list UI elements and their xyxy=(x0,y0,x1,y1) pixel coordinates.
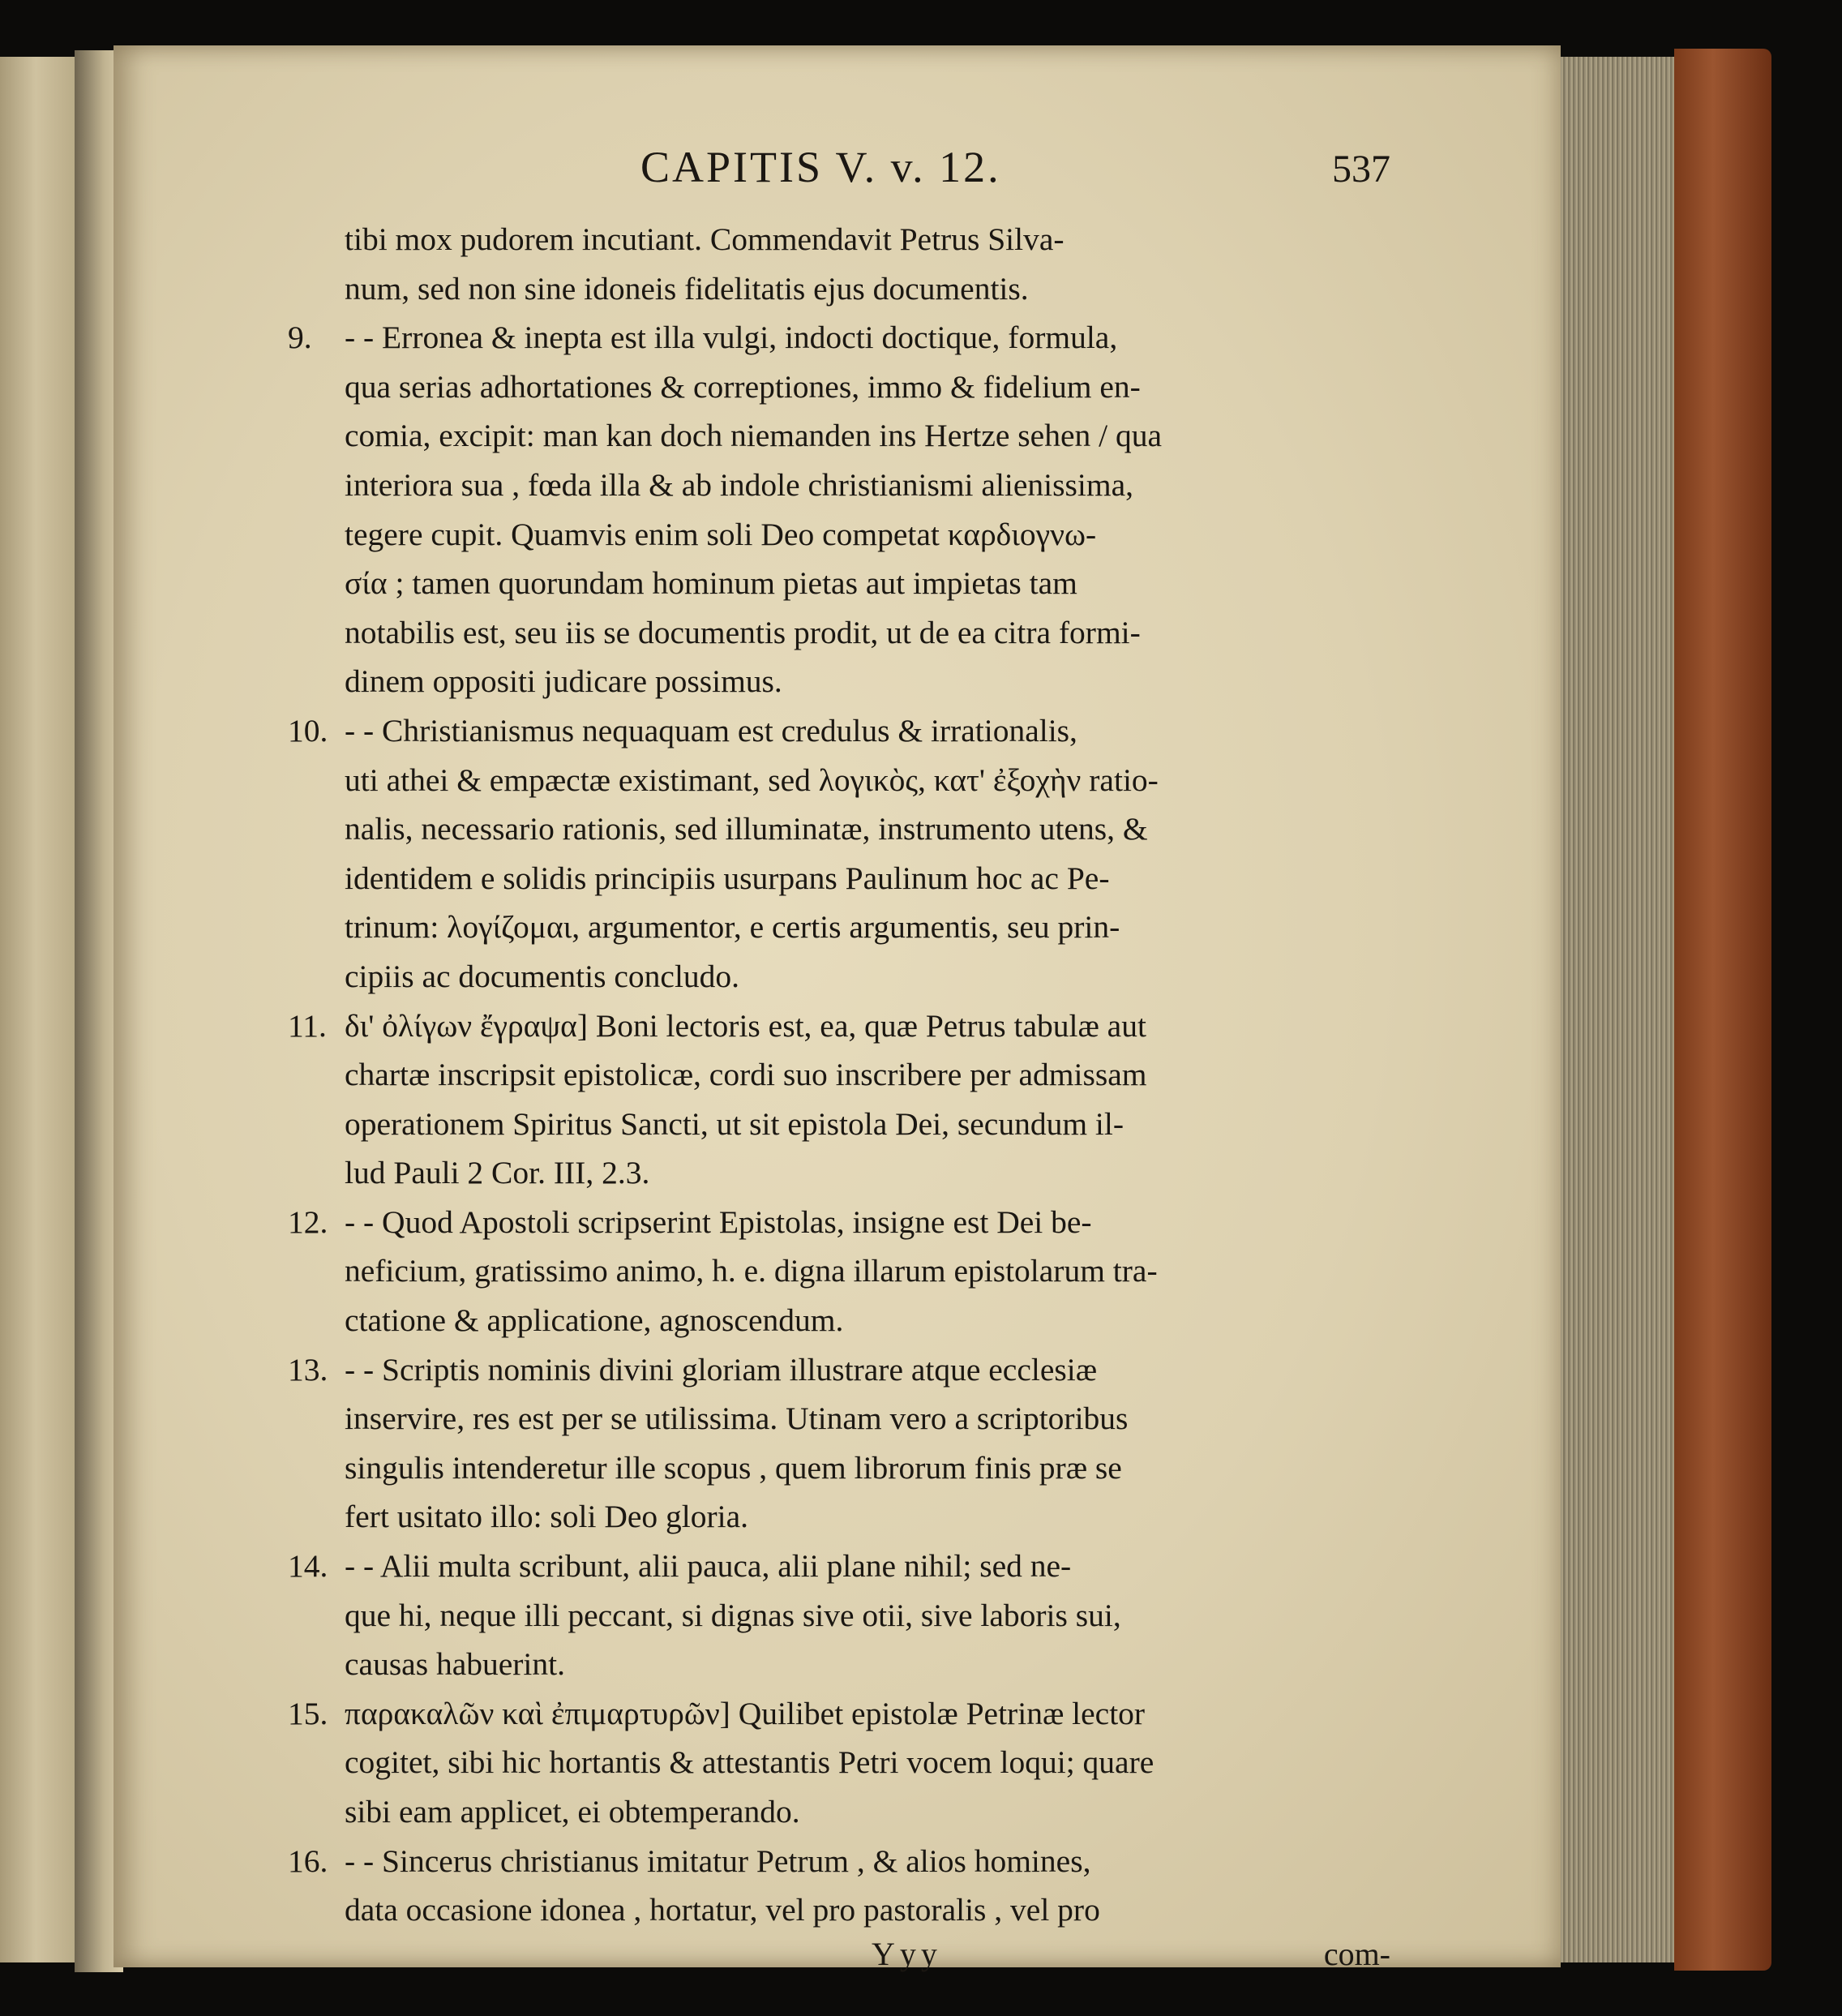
note-number: 16. xyxy=(288,1842,328,1879)
text-line: tibi mox pudorem incutiant. Commendavit Petrus Silva- xyxy=(345,221,1065,257)
left-page-edge xyxy=(0,57,79,1962)
intro-paragraph xyxy=(288,215,1390,313)
text-line: singulis intenderetur ille scopus , quem librorum finis præ se xyxy=(345,1449,1122,1486)
text-line: trinum: λογίζομαι, argumentor, e certis argumentis, seu prin- xyxy=(345,909,1120,946)
text-line: δι' ὀλίγων ἔγραψα] Boni lectoris est, ea, quæ Petrus tabulæ aut xyxy=(345,1007,1146,1044)
note-number: 14. xyxy=(288,1548,328,1585)
text-line: causas habuerint. xyxy=(345,1646,566,1683)
text-line: num, sed non sine idoneis fidelitatis ejus documentis. xyxy=(345,270,1029,307)
text-line: - - Quod Apostoli scripserint Epistolas, insigne est Dei be- xyxy=(345,1203,1092,1240)
note-number: 10. xyxy=(288,712,328,748)
text-line: - - Erronea & inepta est illa vulgi, indocti doctique, formula, xyxy=(345,320,1118,356)
text-block xyxy=(288,142,1390,1984)
note-14 xyxy=(288,1542,1390,1689)
text-line: inservire, res est per se utilissima. Utinam vero a scriptoribus xyxy=(345,1400,1129,1437)
leather-cover xyxy=(1674,49,1771,1971)
page-number: 537 xyxy=(1332,148,1390,191)
text-line: operationem Spiritus Sancti, ut sit epistola Dei, secundum il- xyxy=(345,1105,1124,1142)
note-number: 9. xyxy=(288,320,312,356)
text-line: uti athei & empæctæ existimant, sed λογικὸς, κατ' ἐξοχὴν ratio- xyxy=(345,761,1159,798)
note-13 xyxy=(288,1345,1390,1542)
page-footer xyxy=(288,1935,1390,1984)
text-line: - - Sincerus christianus imitatur Petrum , & alios homines, xyxy=(345,1842,1091,1879)
catchword: com- xyxy=(1323,1935,1390,1972)
note-9 xyxy=(288,313,1390,706)
text-line: - - Alii multa scribunt, alii pauca, alii plane nihil; sed ne- xyxy=(345,1548,1072,1585)
note-10 xyxy=(288,706,1390,1002)
text-line: data occasione idonea , hortatur, vel pro pastoralis , vel pro xyxy=(345,1892,1100,1928)
note-12 xyxy=(288,1198,1390,1345)
text-line: dinem oppositi judicare possimus. xyxy=(345,663,782,700)
text-line: tegere cupit. Quamvis enim soli Deo competat καρδιογνω- xyxy=(345,516,1097,552)
text-line: nalis, necessario rationis, sed illuminatæ, instrumento utens, & xyxy=(345,811,1148,847)
text-line: cogitet, sibi hic hortantis & attestantis Petri vocem loqui; quare xyxy=(345,1744,1154,1781)
note-number: 11. xyxy=(288,1007,327,1044)
page-block-edges xyxy=(1561,57,1674,1962)
text-line: interiora sua , fœda illa & ab indole christianismi alienissima, xyxy=(345,466,1133,503)
text-line: lud Pauli 2 Cor. III, 2.3. xyxy=(345,1155,650,1191)
text-line: παρακαλῶν καὶ ἐπιμαρτυρῶν] Quilibet epistolæ Petrinæ lector xyxy=(345,1695,1146,1731)
note-15 xyxy=(288,1689,1390,1837)
text-line: que hi, neque illi peccant, si dignas sive otii, sive laboris sui, xyxy=(345,1597,1121,1633)
text-line: fert usitato illo: soli Deo gloria. xyxy=(345,1499,749,1535)
signature-mark: Yyy xyxy=(872,1935,942,1972)
text-line: qua serias adhortationes & correptiones, immo & fidelium en- xyxy=(345,368,1141,405)
page-header xyxy=(288,142,1390,215)
text-line: identidem e solidis principiis usurpans Paulinum hoc ac Pe- xyxy=(345,860,1110,896)
note-number: 13. xyxy=(288,1351,328,1388)
running-title: CAPITIS V. v. 12. xyxy=(640,143,1001,191)
note-16 xyxy=(288,1837,1390,1935)
text-line: notabilis est, seu iis se documentis prodit, ut de ea citra formi- xyxy=(345,614,1141,650)
text-line: chartæ inscripsit epistolicæ, cordi suo inscribere per admissam xyxy=(345,1057,1147,1093)
text-line: ctatione & applicatione, agnoscendum. xyxy=(345,1302,844,1339)
text-line: - - Scriptis nominis divini gloriam illustrare atque ecclesiæ xyxy=(345,1351,1098,1388)
note-11 xyxy=(288,1002,1390,1198)
text-line: σία ; tamen quorundam hominum pietas aut impietas tam xyxy=(345,565,1077,602)
text-line: comia, excipit: man kan doch niemanden ins Hertze sehen / qua xyxy=(345,418,1163,454)
body-text xyxy=(288,215,1390,1935)
text-line: neficium, gratissimo animo, h. e. digna illarum epistolarum tra- xyxy=(345,1253,1158,1289)
text-line: - - Christianismus nequaquam est credulus & irrationalis, xyxy=(345,712,1077,748)
note-number: 12. xyxy=(288,1203,328,1240)
text-line: cipiis ac documentis concludo. xyxy=(345,958,740,994)
note-number: 15. xyxy=(288,1695,328,1731)
text-line: sibi eam applicet, ei obtemperando. xyxy=(345,1794,800,1829)
